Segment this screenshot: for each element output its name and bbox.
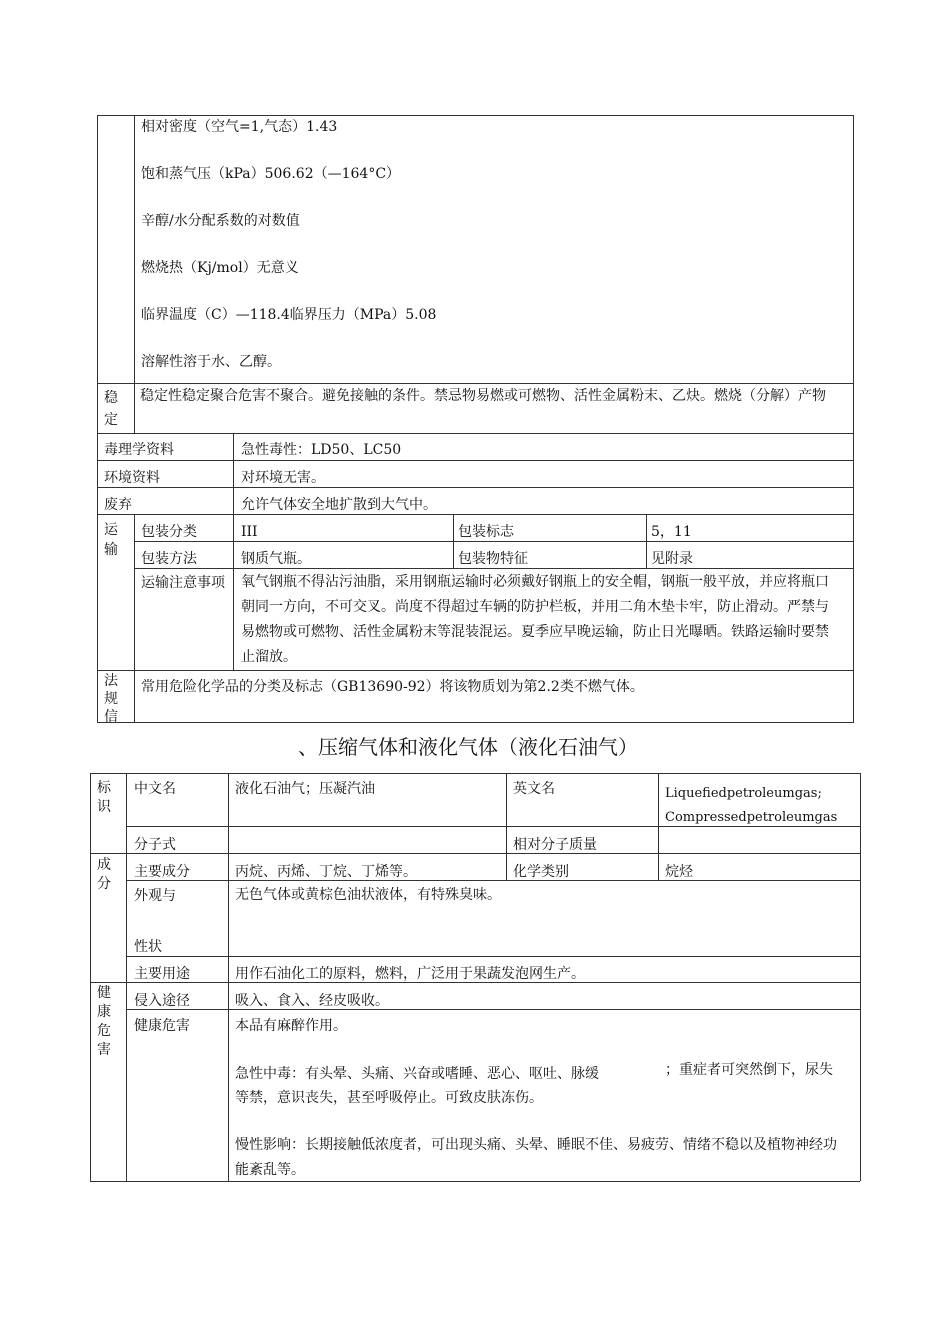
appearance-label-line-1: 外观与 xyxy=(134,888,176,904)
col-border xyxy=(453,514,454,568)
pack-mark-label: 包装标志 xyxy=(458,524,514,540)
property-critical-values: 临界温度（C）—118.4临界压力（MPa）5.08 xyxy=(141,307,437,323)
row-border xyxy=(126,956,860,957)
cn-name-label: 中文名 xyxy=(134,781,176,797)
hazard-line-1: 本品有麻醉作用。 xyxy=(235,1018,347,1034)
col-border xyxy=(97,115,98,722)
row-border xyxy=(97,460,854,461)
pack-mark-value: 5，11 xyxy=(651,524,692,540)
en-name-label: 英文名 xyxy=(513,781,555,797)
chemical-class-value: 烷烃 xyxy=(665,864,693,880)
main-use-value: 用作石油化工的原料，燃料，广泛用于果蔬发泡网生产。 xyxy=(235,966,585,982)
formula-label: 分子式 xyxy=(134,837,176,853)
pack-class-label: 包装分类 xyxy=(141,524,197,540)
section-title: 、压缩气体和液化气体（液化石油气） xyxy=(298,735,638,759)
stability-label: 稳定 xyxy=(104,390,118,428)
pack-feature-label: 包装物特征 xyxy=(458,551,528,567)
main-component-value: 丙烷、丙烯、丁烷、丁烯等。 xyxy=(235,864,417,880)
regulation-text: 常用危险化学品的分类及标志（GB13690-92）将该物质划为第2.2类不燃气体。 xyxy=(141,679,644,695)
property-solubility: 溶解性溶于水、乙醇。 xyxy=(141,354,281,370)
main-use-label: 主要用途 xyxy=(134,966,190,982)
appearance-label-line-2: 性状 xyxy=(134,939,162,955)
disposal-value: 允许气体安全地扩散到大气中。 xyxy=(241,497,437,513)
en-name-value-1: Liquefiedpetroleumgas; xyxy=(665,786,822,801)
col-border xyxy=(233,433,234,670)
row-border xyxy=(97,514,854,515)
col-border xyxy=(853,115,854,722)
col-border xyxy=(658,773,659,880)
property-relative-density: 相对密度（空气=1,气态）1.43 xyxy=(141,119,338,135)
toxicology-label: 毒理学资料 xyxy=(104,442,174,458)
chronic-effects: 慢性影响：长期接触低浓度者，可出现头痛、头晕、睡眠不佳、易疲劳、情绪不稳以及植物神经功能紊乱等。 xyxy=(235,1137,837,1178)
route-value: 吸入、食入、经皮吸收。 xyxy=(235,993,389,1009)
toxicology-value: 急性毒性：LD50、LC50 xyxy=(241,442,402,458)
col-border xyxy=(134,115,135,433)
col-border xyxy=(860,773,861,1181)
transport-label: 运输 xyxy=(104,522,118,558)
col-border xyxy=(134,514,135,722)
acute-poisoning-b: ；重症者可突然倒下，尿失 xyxy=(665,1062,833,1078)
row-border xyxy=(97,670,854,671)
en-name-value-2: Compressedpetroleumgas xyxy=(665,810,838,825)
stability-text: 稳定性稳定聚合危害不聚合。避免接触的条件。禁忌物易燃或可燃物、活性金属粉末、乙炔。燃烧（分解）产物 xyxy=(140,388,826,404)
environment-value: 对环境无害。 xyxy=(241,470,325,486)
health-hazard-section-label: 健康危害 xyxy=(97,985,111,1058)
col-border xyxy=(228,773,229,1181)
pack-method-label: 包装方法 xyxy=(141,551,197,567)
row-border xyxy=(97,115,854,116)
property-vapor-pressure: 饱和蒸气压（kPa）506.62（—164°C） xyxy=(141,166,401,182)
row-border xyxy=(97,487,854,488)
composition-label: 成分 xyxy=(97,857,111,892)
main-component-label: 主要成分 xyxy=(134,864,190,880)
row-border xyxy=(97,433,854,434)
cn-name-value: 液化石油气；压凝汽油 xyxy=(235,781,375,797)
molecular-weight-label: 相对分子质量 xyxy=(513,837,597,853)
transport-notes-text: 氧气钢瓶不得沾污油脂，采用钢瓶运输时必须戴好钢瓶上的安全帽，钢瓶一般平放，并应将瓶口朝同一方向，不可交叉。尚度不得超过车辆的防护栏板，并用二角木垫卡牢，防止滑动。严禁与易燃物或可燃物、活性金属粉末等混装混运。夏季应早晚运输，防止日光曝晒。铁路运输时要禁止溜放。 xyxy=(241,574,829,665)
row-border xyxy=(97,722,854,723)
row-border xyxy=(134,541,854,542)
appearance-value: 无色气体或黄棕色油状液体，有特殊臭味。 xyxy=(235,887,501,903)
regulation-label: 法规信 xyxy=(104,673,118,725)
col-border xyxy=(90,773,91,1181)
row-border xyxy=(134,568,854,569)
chemical-class-label: 化学类别 xyxy=(513,864,569,880)
pack-method-value: 钢质气瓶。 xyxy=(241,551,311,567)
col-border xyxy=(506,773,507,880)
transport-notes-label: 运输注意事项 xyxy=(141,575,225,591)
property-combustion-heat: 燃烧热（Kj/mol）无意义 xyxy=(141,260,299,276)
property-partition-coefficient: 辛醇/水分配系数的对数值 xyxy=(141,213,300,229)
row-border xyxy=(90,773,860,774)
pack-class-value: III xyxy=(241,524,258,540)
disposal-label: 废弃 xyxy=(104,497,132,513)
route-label: 侵入途径 xyxy=(134,993,190,1009)
acute-poisoning-c: 等禁，意识丧失，甚至呼吸停止。可致皮肤冻伤。 xyxy=(235,1090,543,1106)
row-border xyxy=(90,853,860,854)
pack-feature-value: 见附录 xyxy=(651,551,693,567)
col-border xyxy=(126,773,127,1181)
health-hazard-label: 健康危害 xyxy=(134,1018,190,1034)
col-border xyxy=(646,514,647,568)
acute-poisoning-a: 急性中毒：有头晕、头痛、兴奋或嗜睡、恶心、呕吐、脉缓 xyxy=(235,1066,599,1082)
identification-label: 标识 xyxy=(97,780,111,815)
environment-label: 环境资料 xyxy=(104,470,160,486)
